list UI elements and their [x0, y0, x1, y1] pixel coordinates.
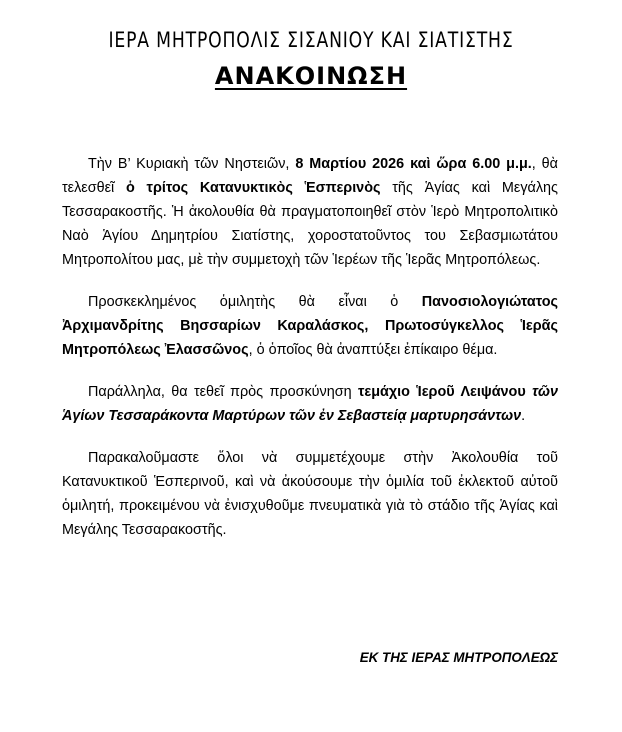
p2-text-2: , ὁ ὁποῖος θὰ ἀναπτύξει ἐπίκαιρο θέμα. [248, 342, 498, 358]
announcement-body [62, 152, 558, 560]
p3-text-2: . [521, 408, 526, 424]
p4-text-1: Παρακαλοῦμαστε ὅλοι νὰ συμμετέχουμε στὴν Ἀκολουθία τοῦ Κατανυκτικοῦ Ἑσπερινοῦ, καὶ νὰ ἀκούσουμε τὴν ὁμιλία τοῦ ἐκλεκτοῦ αὐτοῦ ὁμιλητή, προκειμένου νὰ ἐνισχυθοῦμε πνευματικὰ γιὰ τὸ στάδιο τῆς Ἁγίας καὶ Μεγάλης Τεσσαρακοστῆς. [62, 450, 558, 538]
p2-text-1: Προσκεκλημένος ὁμιλητὴς θὰ εἶναι ὁ [88, 294, 422, 310]
p3-text-1: Παράλληλα, θα τεθεῖ πρὸς προσκύνηση [88, 384, 358, 400]
paragraph-relic [62, 380, 558, 428]
p3-martyrs: τῶν Ἁγίων Τεσσαράκοντα Μαρτύρων τῶν ἐν Σεβαστείᾳ μαρτυρησάντων [62, 384, 558, 424]
p2-speaker-name: Πανοσιολογιώτατος Ἀρχιμανδρίτης Βησσαρίων Καραλάσκος, Πρωτοσύγκελλος Ἱερᾶς Μητροπόλεως Ἐλασσῶνος [62, 294, 558, 358]
p1-text-1: Τὴν Β’ Κυριακὴ τῶν Νηστειῶν, [88, 156, 296, 172]
p1-text-2: , θὰ τελεσθεῖ [62, 156, 558, 196]
metropolis-title: ΙΕΡΑ ΜΗΤΡΟΠΟΛΙΣ ΣΙΣΑΝΙΟΥ ΚΑΙ ΣΙΑΤΙΣΤΗΣ [108, 28, 514, 52]
p1-vespers-name: ὁ τρίτος Κατανυκτικὸς Ἑσπερινὸς [125, 180, 381, 196]
announcement-heading-text: ΑΝΑΚΟΙΝΩΣΗ [214, 62, 408, 90]
paragraph-vespers [62, 152, 558, 272]
announcement-heading [0, 62, 622, 90]
paragraph-invitation [62, 446, 558, 542]
signature: ΕΚ ΤΗΣ ΙΕΡΑΣ ΜΗΤΡΟΠΟΛΕΩΣ [359, 650, 558, 665]
p3-relic: τεμάχιο Ἱεροῦ Λειψάνου [357, 384, 533, 400]
p1-date-time: 8 Μαρτίου 2026 καὶ ὥρα 6.00 μ.μ. [295, 156, 532, 172]
paragraph-speaker [62, 290, 558, 362]
p1-text-3: τῆς Ἁγίας καὶ Μεγάλης Τεσσαρακοστῆς. Ἡ ἀκολουθία θὰ πραγματοποιηθεῖ στὸν Ἱερὸ Μητροπολιτικὸ Ναὸ Ἁγίου Δημητρίου Σιατίστης, χοροστατοῦντος του Σεβασμιωτάτου Μητροπολίτου μας, μὲ τὴν συμμετοχὴ τῶν Ἱερέων τῆς Ἱερᾶς Μητροπόλεως. [62, 180, 558, 268]
